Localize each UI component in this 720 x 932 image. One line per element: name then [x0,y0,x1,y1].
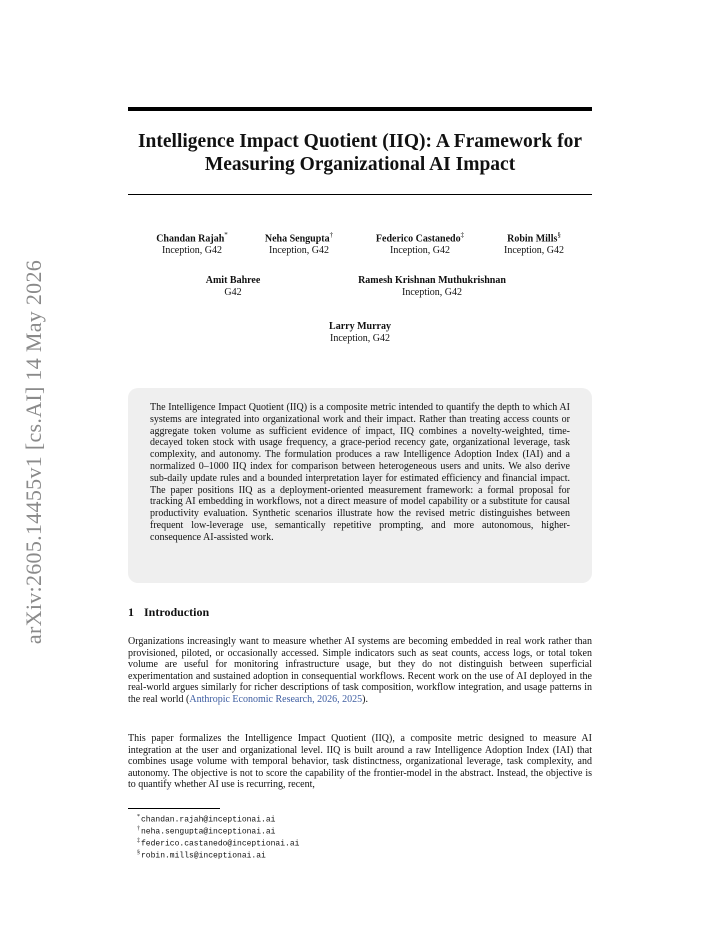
footnote-rule [128,808,220,809]
author-block [376,229,464,257]
title-bottom-rule [128,194,592,195]
paper-title [128,130,592,176]
citation-link[interactable]: Anthropic Economic Research, 2026, 2025 [189,693,363,705]
author-block [206,275,261,299]
author-affiliation: Inception, G42 [401,287,462,298]
author-name: Robin Mills§ [507,231,561,245]
author-block [156,229,228,257]
author-name: Neha Sengupta† [264,231,334,245]
author-name: Chandan Rajah* [156,231,228,245]
section-number: 1 [128,605,134,619]
author-affiliation: Inception, G42 [504,245,564,257]
intro-paragraph-1: Organizations increasingly want to measure whether AI systems are becoming embedded in real work rather than provisioned, piloted, or occasionally accessed. Simple indicators such as seat counts, access logs, or total token volume are useful for monitoring infrastructure usage, but they do not distinguish between superficial experimentation and sustained adoption in consequential workflows. Recent work on the use of AI deployed in the real-world argues similarly for richer descriptions of task composition, workflow integration, and usage patterns in the real world (Anthropic Economic Research, 2026, 2025). [128,636,592,705]
footnote: *chandan.rajah@inceptionai.ai [137,814,276,825]
author-block [358,275,506,299]
title-line-2: Measuring Organizational AI Impact [204,154,516,175]
footnote: †neha.sengupta@inceptionai.ai [137,826,276,837]
author-block [265,229,333,257]
author-affiliation: Inception, G42 [162,245,222,257]
author-name: Amit Bahree [205,275,261,286]
title-top-rule [128,107,592,111]
author-name: Ramesh Krishnan Muthukrishnan [358,275,506,286]
footnote: §robin.mills@inceptionai.ai [137,850,266,861]
title-line-1: Intelligence Impact Quotient (IIQ): A Framework for [137,131,583,152]
abstract-text: The Intelligence Impact Quotient (IIQ) is a composite metric intended to quantify the depth to which AI systems are integrated into organizational work and their impact. Rather than treating access counts or aggregate token volume as sufficient evidence of impact, IIQ combines a novelty-weighted, time-decayed token stock with usage frequency, a grace-period recency gate, organizational leverage, task complexity, and autonomy. The formulation produces a raw Intelligence Adoption Index (IAI) and a normalized 0–1000 IIQ index for comparison between heterogeneous users and units. We also derive sub-daily update rules and a bounded interpretation layer for estimated efficiency and financial impact. The paper positions IIQ as a deployment-oriented measurement framework: a formal proposal for tracking AI embedding in workflows, not a direct measure of model capability or a substitute for causal productivity evaluation. Synthetic scenarios illustrate how the revised metric distinguishes between frequent low-leverage use, semantically repetitive prompting, and more autonomous, higher-consequence AI-assisted work. [150,402,570,543]
author-block [329,321,391,345]
footnote: ‡federico.castanedo@inceptionai.ai [137,838,300,849]
author-name: Larry Murray [329,321,391,332]
author-affiliation: Inception, G42 [390,245,450,257]
intro-paragraph-2: This paper formalizes the Intelligence Impact Quotient (IIQ), a composite metric designed to measure AI integration at the user and organizational level. IIQ is built around a raw Intelligence Adoption Index (IAI) that combines usage volume with temporal behavior, task distinctness, organizational leverage, task complexity, and autonomy. The objective is not to score the capability of the frontier-model in the abstract. Instead, the objective is to quantify whether AI use is recurring, recent, [128,733,592,791]
section-title: Introduction [144,605,210,619]
arxiv-identifier: arXiv:2605.14455v1 [cs.AI] 14 May 2026 [21,259,46,645]
author-name: Federico Castanedo‡ [375,231,465,245]
section-heading [128,605,209,620]
author-affiliation: Inception, G42 [330,333,390,344]
author-affiliation: G42 [224,287,242,298]
author-block [504,229,564,257]
author-affiliation: Inception, G42 [269,245,329,257]
